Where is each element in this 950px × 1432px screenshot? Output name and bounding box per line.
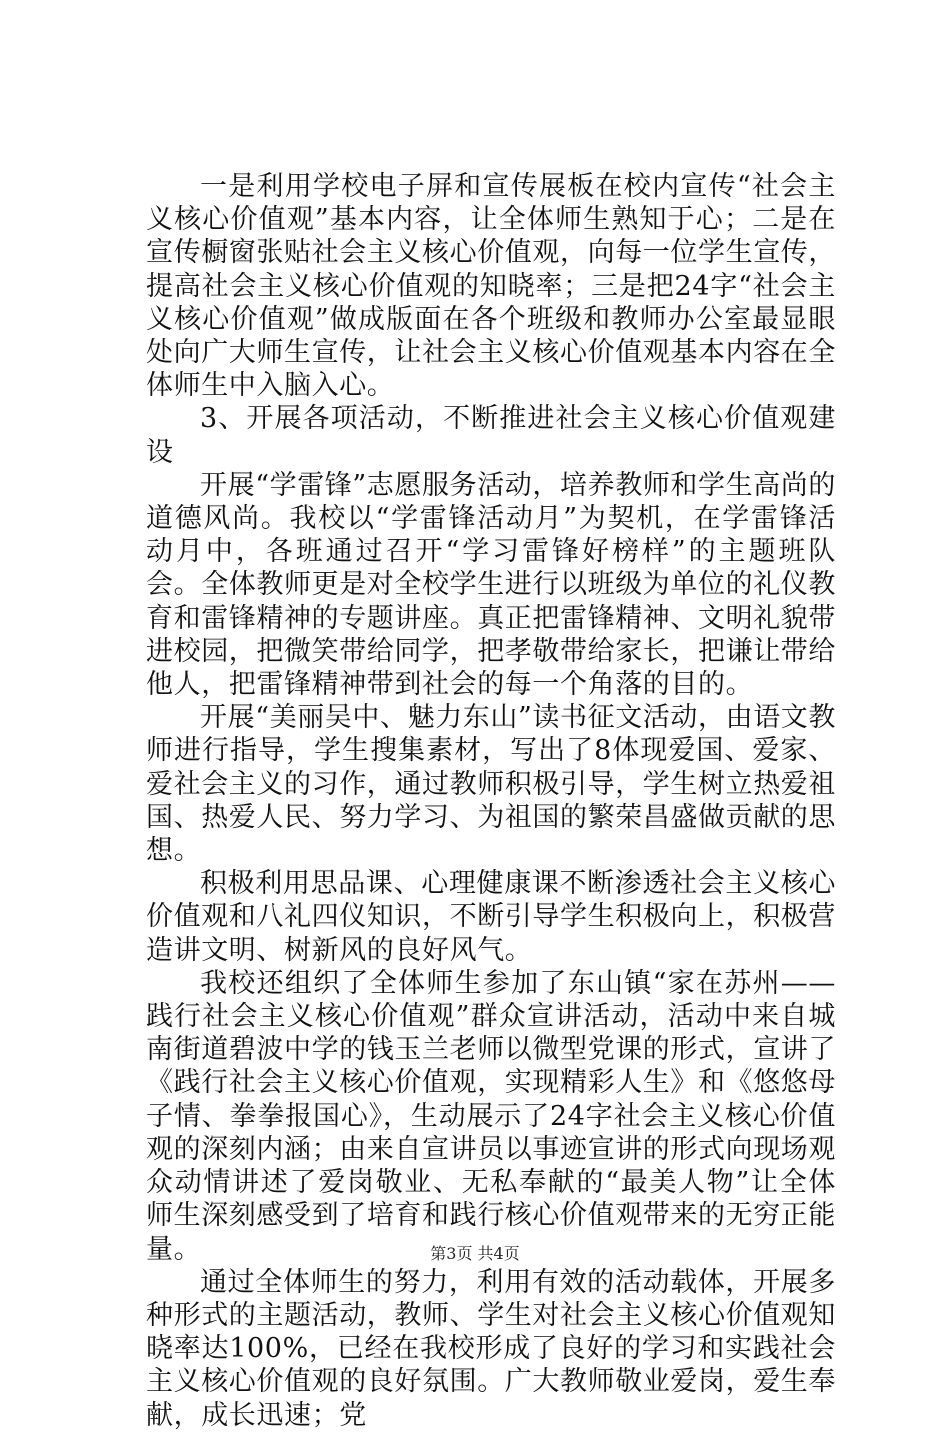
paragraph-publicity: 一是利用学校电子屏和宣传展板在校内宣传“社会主义核心价值观”基本内容，让全体师生熟知于心；二是在宣传橱窗张贴社会主义核心价值观，向每一位学生宣传，提高社会主义核心价值观的知晓率；三是把24字“社会主义核心价值观”做成版面在各个班级和教师办公室最显眼处向广大师生宣传，让社会主义核心价值观基本内容在全体师生中入脑入心。 (146, 171, 836, 402)
paragraph-essay-contest: 开展“美丽吴中、魅力东山”读书征文活动，由语文教师进行指导，学生搜集素材，写出了8体现爱国、爱家、爱社会主义的习作，通过教师积极引导，学生树立热爱祖国、热爱人民、努力学习、为祖国的繁荣昌盛做贡献的思想。 (146, 702, 837, 867)
paragraph-lei-feng: 开展“学雷锋”志愿服务活动，培养教师和学生高尚的道德风尚。我校以“学雷锋活动月”为契机，在学雷锋活动月中，各班通过召开“学习雷锋好榜样”的主题班队会。全体教师更是对全校学生进行以班级为单位的礼仪教育和雷锋精神的专题讲座。真正把雷锋精神、文明礼貌带进校园，把微笑带给同学，把孝敬带给家长，把谦让带给他人，把雷锋精神带到社会的每一个角落的目的。 (146, 469, 837, 701)
paragraph-courses: 积极利用思品课、心理健康课不断渗透社会主义核心价值观和八礼四仪知识，不断引导学生积极向上，积极营造讲文明、树新风的良好风气。 (146, 868, 836, 966)
section-heading-activities: 3、开展各项活动，不断推进社会主义核心价值观建设 (146, 403, 836, 468)
paragraph-lecture: 我校还组织了全体师生参加了东山镇“家在苏州——践行社会主义核心价值观”群众宣讲活动，活动中来自城南街道碧波中学的钱玉兰老师以微型党课的形式，宣讲了《践行社会主义核心价值观，实现精彩人生》和《悠悠母子情、拳拳报国心》，生动展示了24字社会主义核心价值观的深刻内涵；由来自宣讲员以事迹宣讲的形式向现场观众动情讲述了爱岗敬业、无私奉献的“最美人物”让全体师生深刻感受到了培育和践行核心价值观带来的无穷正能量。 (146, 967, 836, 1265)
page-footer (0, 1244, 950, 1264)
document-body (146, 170, 836, 1432)
paragraph-results: 通过全体师生的努力，利用有效的活动载体，开展多种形式的主题活动，教师、学生对社会主义核心价值观知晓率达100%，已经在我校形成了良好的学习和实践社会主义核心价值观的良好氛围。广大教师敬业爱岗，爱生奉献，成长迅速；党 (146, 1266, 836, 1431)
page-number-label: 第3页 共4页 (430, 1244, 520, 1263)
